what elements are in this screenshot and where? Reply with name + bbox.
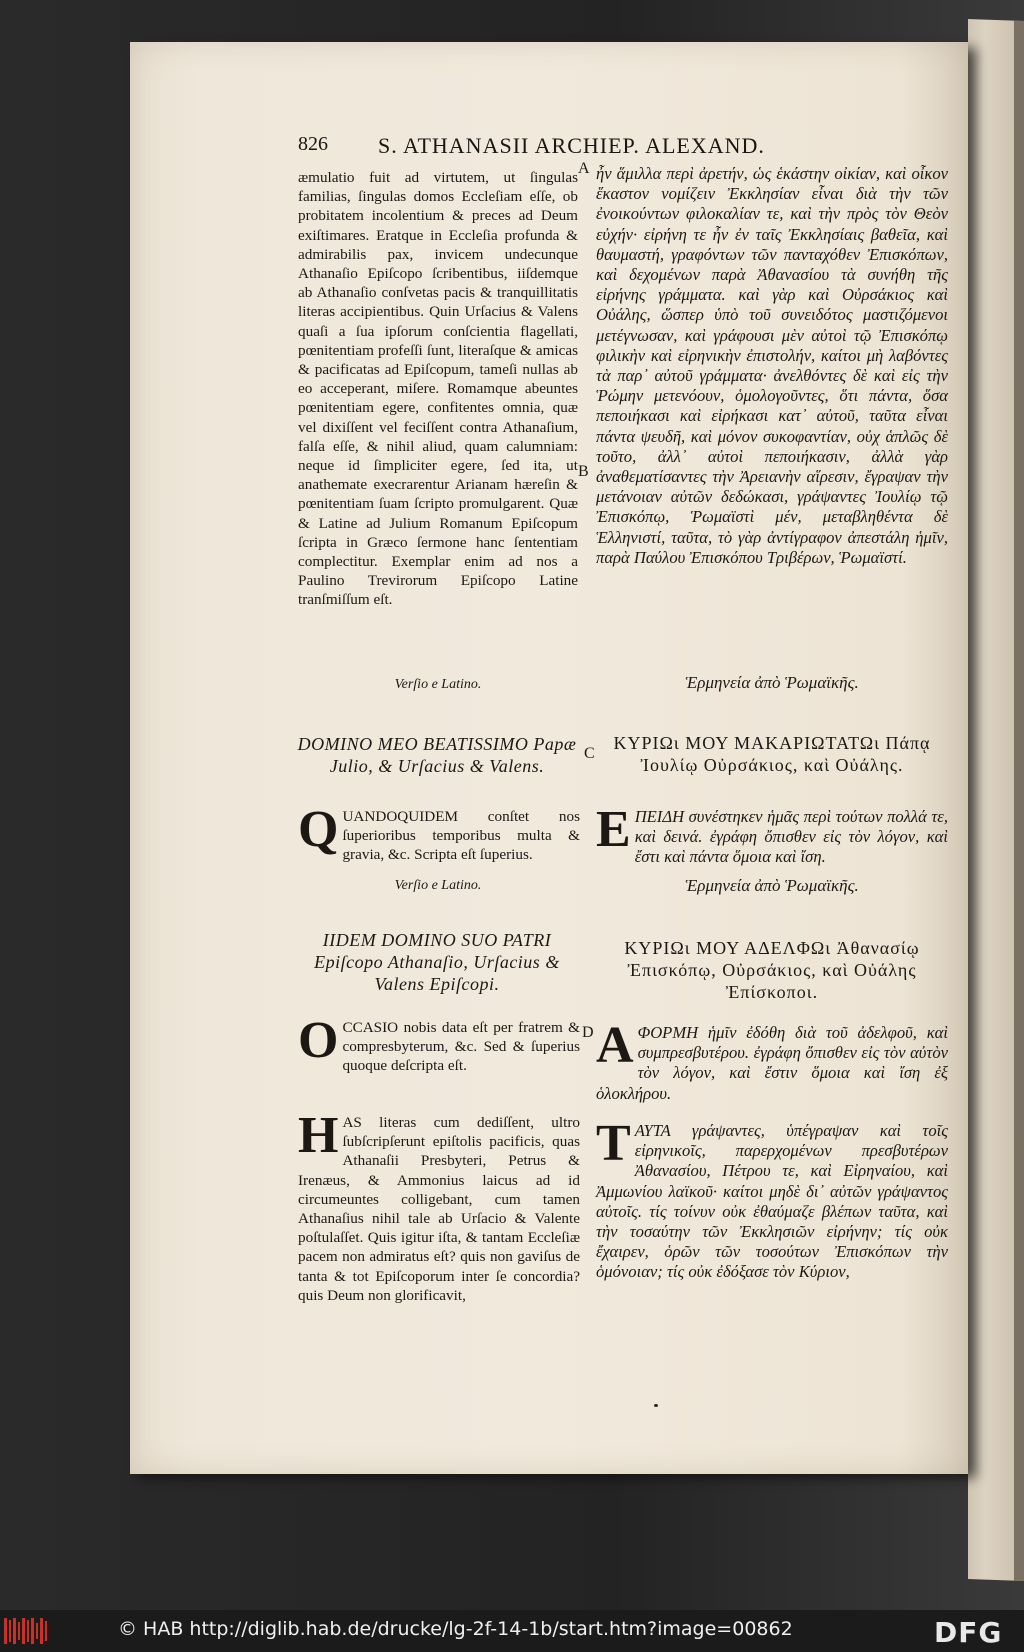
dropcap-tau: Τ: [596, 1115, 631, 1172]
greek-ermeneia-1: Ἑρμηνεία ἀπὸ Ῥωμαϊκῆς.: [685, 673, 859, 692]
dropcap-q: Q: [298, 801, 339, 858]
latin-q-text: UANDOQUIDEM conſtet nos ſuperioribus temporibus multa & gravia, &c. Scripta eſt ſuperius.: [342, 808, 580, 864]
greek-a-text: ΦΟΡΜΗ ἡμῖν ἐδόθη διὰ τοῦ ἀδελφοῦ, καὶ συμπρεσβυτέρου. ἐγράφη ὄπισθεν εἰς τὸν αὐτὸν τὸν λόγον, καὶ ἔστιν ὅμοια καὶ ἴση ἐξ ὁλοκλήρου.: [596, 1023, 948, 1103]
dropcap-o: O: [298, 1012, 339, 1069]
hab-barcode-logo-icon: [4, 1618, 48, 1644]
dropcap-alpha: Α: [596, 1017, 634, 1074]
greek-paragraph-1: ἦν ἅμιλλα περὶ ἀρετήν, ὡς ἑκάστην οἰκίαν, καὶ οἶκον ἕκαστον νομίζειν Ἐκκλησίαν εἶναι διὰ τὴν τῶν ἐνοικούντων φιλοκαλίαν τε, καὶ τὴν πρὸς τὸν Θεὸν εὐχήν· εἰρήνη τε ἦν ἐν ταῖς Ἐκκλησίαις βαθεῖα, καὶ θαυμαστή, γραφόντων τῶν πανταχόθεν Ἐπισκόπων, καὶ δεχομένων παρὰ Ἀθανασίου τὰ συνήθη τῆς εἰρήνης γράμματα. καὶ γὰρ καὶ Οὐρσάκιος καὶ Οὐάλης, ὥσπερ ὑπὸ τοῦ συνειδότος μαστιζόμενοι μετέγνωσαν, καὶ γράφουσι μὲν αὐτοὶ τῷ Ἐπισκόπῳ φιλικὴν καὶ εἰρηνικὴν ἐπιστολήν, καίτοι μὴ λαβόντες τὰ παρ᾽ αὐτοῦ γράμματα· ἀνελθόντες δὲ καὶ εἰς τὴν Ῥώμην μετενόουν, ὁμολογοῦντες, ὅτι πάντα, ὅσα πεποιήκασι καὶ εἰρήκασι κατ᾽ αὐτοῦ, ταῦτα εἶναι πάντα ψευδῆ, καὶ μόνον συκοφαντίαν, οὐχ ἁπλῶς δὲ τοῦτο, ἀλλ᾽ αὐτοὶ πεποιήκασιν, ἀλλὰ γὰρ ἀναθεματίσαντες τὴν Ἀρειανὴν αἵρεσιν, ἔγραψαν τὴν μετάνοιαν αὐτῶν δεδώκασι, γράψαντες Ἰουλίῳ τῷ Ἐπισκόπῳ, Ῥωμαϊστὶ μέν, μεταβληθέντα δὲ Ἑλληνιστί, ταῦτα, τὸ γὰρ ἀντίγραφον ἀπεστάλη ἡμῖν, παρὰ Παύλου Ἐπισκόπου Τριβέρων, Ῥωμαϊστί.: [596, 164, 948, 567]
margin-letter-c: C: [584, 745, 595, 762]
running-header: [298, 133, 836, 157]
footer-source-link[interactable]: © HAB http://diglib.hab.de/drucke/lg-2f-14-1b/start.htm?image=00862: [118, 1618, 793, 1640]
greek-ermeneia-2: Ἑρμηνεία ἀπὸ Ῥωμαϊκῆς.: [685, 876, 859, 895]
margin-letter-b: B: [578, 463, 589, 480]
latin-o-paragraph: [298, 1012, 580, 1076]
latin-h-paragraph: [298, 1107, 580, 1305]
greek-heading-2: ΚΥΡΙΩι ΜΟΥ ΑΔΕΛΦΩι Ἀθανασίῳ Ἐπισκόπῳ, Οὐρσάκιος, καὶ Οὐάλης Ἐπίσκοποι.: [624, 938, 920, 1002]
ink-speck: [654, 1404, 658, 1407]
greek-t-text: ΑΥΤΑ γράψαντες, ὑπέγραψαν καὶ τοῖς εἰρηνικοῖς, παρερχομένων πρεσβυτέρων Ἀθανασίου, Πέτρου τε, καὶ Εἰρηναίου, καὶ Ἀμμωνίου λαϊκοῦ· καίτοι μηδὲ δι᾽ αὐτῶν γράψαντος αὐτοῖς. τίς τοίνυν οὐκ ἐθαύμαζε βλέπων ταῦτα, καὶ τὴν τοσαύτην τῶν Ἐκκλησιῶν εἰρήνην; τίς οὐκ ἔχαιρεν, ὁρῶν τῶν τοσούτων Ἐπισκόπων τὴν ὁμόνοιαν; τίς οὐκ ἐδόξασε τὸν Κύριον,: [596, 1121, 948, 1282]
latin-heading-2: IIDEM DOMINO SUO PATRI Epiſcopo Athanaſio, Urſacius & Valens Epiſcopi.: [314, 930, 560, 994]
greek-heading-1: ΚΥΡΙΩι ΜΟΥ ΜΑΚΑΡΙΩΤΑΤΩι Πάπᾳ Ἰουλίῳ Οὐρσάκιος, καὶ Οὐάλης.: [613, 733, 931, 775]
page-number: 826: [298, 133, 328, 155]
greek-e-paragraph: [596, 801, 948, 868]
latin-heading-1: DOMINO MEO BEATISSIMO Papæ Julio, & Urſacius & Valens.: [297, 734, 577, 776]
latin-q-paragraph: [298, 801, 580, 865]
latin-o-text: CCASIO nobis data eſt per fratrem & compresbyterum, &c. Sed & ſuperius quoque deſcripta eſt.: [342, 1019, 580, 1075]
dfg-logo: DFG: [934, 1616, 1003, 1649]
greek-e-text: ΠΕΙΔΗ συνέστηκεν ἡμᾶς περὶ τούτων πολλά τε, καὶ δεινά. ἐγράφη ὄπισθεν εἰς τὸν λόγον, καὶ ἔστι καὶ πάντα ὅμοια καὶ ἴση.: [634, 807, 948, 867]
latin-paragraph-1: æmulatio fuit ad virtutem, ut ſingulas familias, ſingulas domos Eccleſiam eſſe, ob probitatem incolentium & preces ad Deum exiſtimares. Eratque in Eccleſia profunda & admirabilis pax, invicem undecunque Athanaſio Epiſcopo ſcribentibus, iiſdemque ab Athanaſio conſvetas pacis & tranquillitatis literas accipientibus. Quin Urſacius & Valens quaſi a ſua ipſorum conſcientia flagellati, pœnitentiam profeſſi ſunt, literaſque & amicas & pacificatas ad Epiſcopum, tameſi nullas ab eo acceperant, miſere. Romamque abeuntes pœnitentiam egere, confitentes omnia, quæ vel dixiſſent vel feciſſent contra Athanaſium, falſa eſſe, & nihil aliud, quam calumniam: neque id ſimpliciter egere, ſed ita, ut anathemate execrarentur Arianam hæreſin & pœnitentiam ſuam ſcripto promulgarent. Quæ & Latine ad Julium Romanum Epiſcopum ſcripta in Græco ſermone hanc ſententiam complectitur. Exemplar enim ad nos a Paulino Trevirorum Epiſcopo Latine tranſmiſſum eſt.: [298, 169, 578, 609]
greek-t-paragraph: [596, 1115, 948, 1283]
greek-a-paragraph: [596, 1017, 948, 1104]
adjacent-page-edge: [968, 19, 1024, 1581]
margin-letter-a: A: [578, 160, 590, 177]
footer-bar: [0, 1610, 1024, 1652]
latin-versio-1: Verſio e Latino.: [394, 677, 482, 692]
dropcap-epsilon: Ε: [596, 801, 631, 858]
margin-letter-d: D: [582, 1024, 594, 1041]
dropcap-h: H: [298, 1107, 339, 1164]
latin-h-text: AS literas cum dediſſent, ultro ſubſcripſerunt epiſtolis pacificis, quas Athanaſii Presbyteri, Petrus & Irenæus, & Ammonius laicus ad id circumeuntes colligebant, cum tamen Athanaſius nihil tale ab Urſacio & Valente poſtulaſſet. Quis igitur iſta, & tantam Eccleſiæ pacem non admiratus eſt? quis non gaviſus de tanta & tot Epiſcoporum inter ſe concordia? quis Deum non glorificavit,: [298, 1114, 580, 1304]
running-title: S. ATHANASII ARCHIEP. ALEXAND.: [378, 133, 765, 158]
latin-versio-2: Verſio e Latino.: [394, 878, 482, 893]
